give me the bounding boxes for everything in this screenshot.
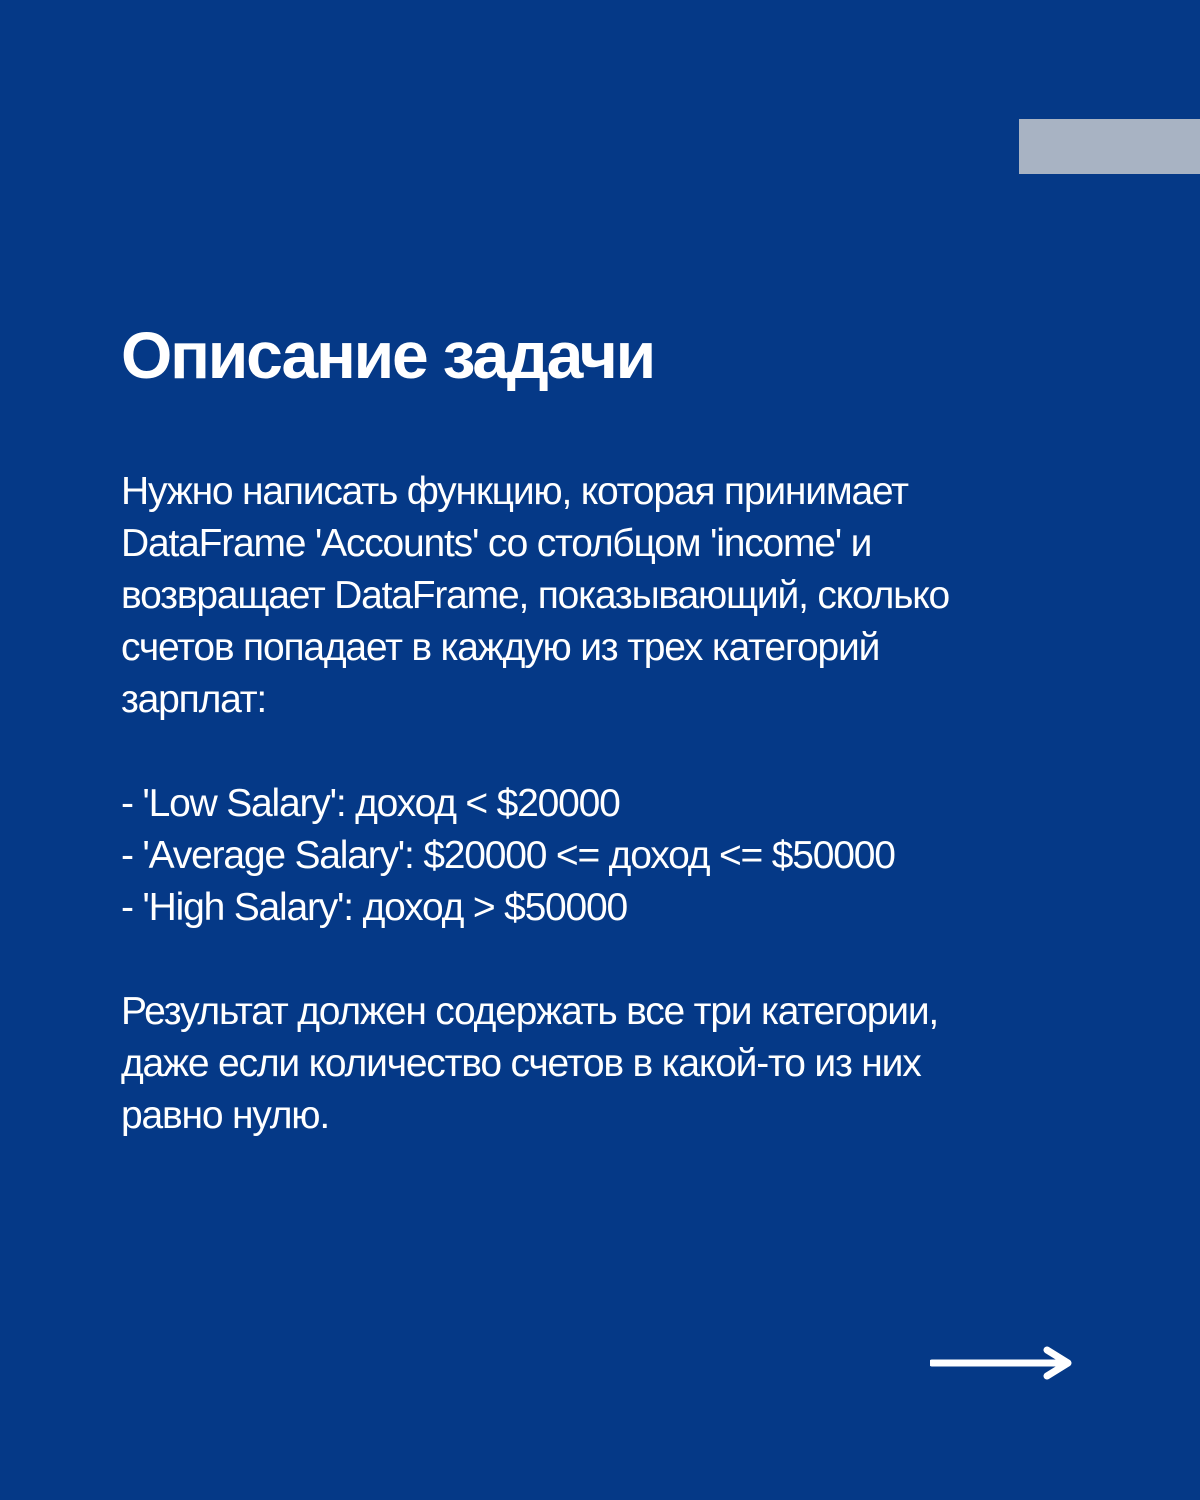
result-line: Результат должен содержать все три категории, xyxy=(121,990,939,1033)
description-paragraph xyxy=(121,466,1101,726)
salary-categories xyxy=(121,778,1101,934)
category-high: - 'High Salary': доход > $50000 xyxy=(121,886,628,929)
description-line: DataFrame 'Accounts' со столбцом 'income' и xyxy=(121,522,872,565)
description-line: возвращает DataFrame, показывающий, сколько xyxy=(121,574,950,617)
description-line: зарплат: xyxy=(121,678,267,721)
category-average: - 'Average Salary': $20000 <= доход <= $50000 xyxy=(121,834,895,877)
task-description xyxy=(121,466,1101,1142)
description-line: Нужно написать функцию, которая принимает xyxy=(121,470,908,513)
arrow-right-icon xyxy=(932,1350,1068,1376)
corner-tag xyxy=(1019,119,1200,174)
result-line: даже если количество счетов в какой-то из них xyxy=(121,1042,921,1085)
page-title: Описание задачи xyxy=(121,318,654,392)
paragraph-gap xyxy=(121,934,1101,986)
result-line: равно нулю. xyxy=(121,1094,329,1137)
paragraph-gap xyxy=(121,726,1101,778)
next-arrow-icon[interactable] xyxy=(930,1345,1076,1381)
description-line: счетов попадает в каждую из трех категорий xyxy=(121,626,880,669)
category-low: - 'Low Salary': доход < $20000 xyxy=(121,782,620,825)
result-paragraph xyxy=(121,986,1101,1142)
